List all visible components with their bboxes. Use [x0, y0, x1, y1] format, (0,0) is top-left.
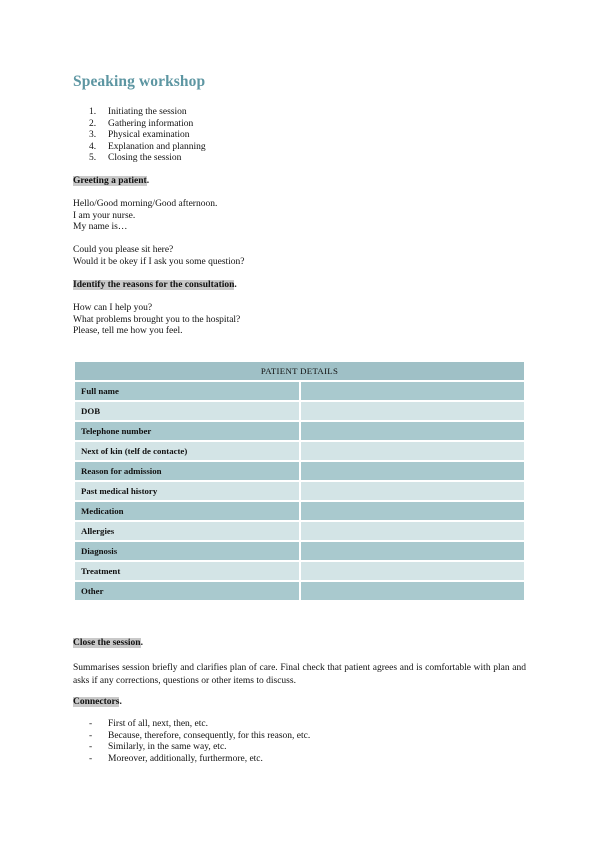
value-cell[interactable]	[300, 461, 526, 481]
table-row	[74, 421, 525, 441]
list-item: - Similarly, in the same way, etc.	[89, 742, 227, 753]
list-item: - Moreover, additionally, furthermore, etc.	[89, 753, 263, 764]
table-row	[74, 461, 525, 481]
row-label: Other	[74, 581, 300, 601]
row-label: Medication	[74, 501, 300, 521]
greeting-questions	[73, 245, 245, 268]
table-row	[74, 541, 525, 561]
table-row	[74, 381, 525, 401]
page-title: Speaking workshop	[73, 73, 206, 90]
greeting-phrases	[73, 199, 217, 234]
phrase-line: I am your nurse.	[73, 210, 136, 221]
close-heading: Close the session.	[73, 638, 143, 648]
value-cell[interactable]	[300, 581, 526, 601]
connectors-heading: Connectors.	[73, 697, 122, 707]
phrase-line: Please, tell me how you feel.	[73, 326, 183, 337]
close-paragraph: Summarises session briefly and clarifies plan of care. Final check that patient agrees and is comfortable with plan and asks if any corrections, questions or other items to discuss.	[73, 663, 526, 686]
table-row	[74, 581, 525, 601]
list-item: 3. Physical examination	[89, 130, 190, 141]
patient-details-table	[73, 360, 526, 602]
phrase-line: How can I help you?	[73, 303, 153, 313]
row-label: DOB	[74, 401, 300, 421]
value-cell[interactable]	[300, 541, 526, 561]
value-cell[interactable]	[300, 521, 526, 541]
value-cell[interactable]	[300, 381, 526, 401]
value-cell[interactable]	[300, 481, 526, 501]
list-item: - Because, therefore, consequently, for this reason, etc.	[89, 730, 311, 741]
list-item: 4. Explanation and planning	[89, 141, 206, 152]
row-label: Treatment	[74, 561, 300, 581]
phrase-line: Would it be okey if I ask you some question?	[73, 256, 245, 267]
connectors-list	[89, 719, 310, 765]
reasons-heading: Identify the reasons for the consultation.	[73, 280, 237, 290]
value-cell[interactable]	[300, 441, 526, 461]
row-label: Allergies	[74, 521, 300, 541]
table-row	[74, 561, 525, 581]
phrase-line: What problems brought you to the hospital?	[73, 314, 241, 325]
greeting-heading: Greeting a patient.	[73, 176, 150, 186]
value-cell[interactable]	[300, 501, 526, 521]
reasons-phrases	[73, 303, 240, 338]
phrase-line: Could you please sit here?	[73, 245, 174, 255]
row-label: Full name	[74, 381, 300, 401]
row-label: Past medical history	[74, 481, 300, 501]
table-row	[74, 521, 525, 541]
phrase-line: Hello/Good morning/Good afternoon.	[73, 199, 218, 209]
phrase-line: My name is…	[73, 222, 128, 233]
list-item: 2. Gathering information	[89, 118, 194, 129]
row-label: Reason for admission	[74, 461, 300, 481]
value-cell[interactable]	[300, 421, 526, 441]
table-row	[74, 501, 525, 521]
row-label: Telephone number	[74, 421, 300, 441]
table-row	[74, 441, 525, 461]
session-steps-list	[89, 107, 206, 165]
value-cell[interactable]	[300, 401, 526, 421]
list-item: - First of all, next, then, etc.	[89, 719, 208, 729]
table-header-row	[74, 361, 525, 381]
value-cell[interactable]	[300, 561, 526, 581]
row-label: Next of kin (telf de contacte)	[74, 441, 300, 461]
patient-details-header: PATIENT DETAILS	[74, 361, 525, 381]
table-row	[74, 481, 525, 501]
list-item: 1. Initiating the session	[89, 107, 187, 117]
table-row	[74, 401, 525, 421]
list-item: 5. Closing the session	[89, 153, 182, 164]
row-label: Diagnosis	[74, 541, 300, 561]
